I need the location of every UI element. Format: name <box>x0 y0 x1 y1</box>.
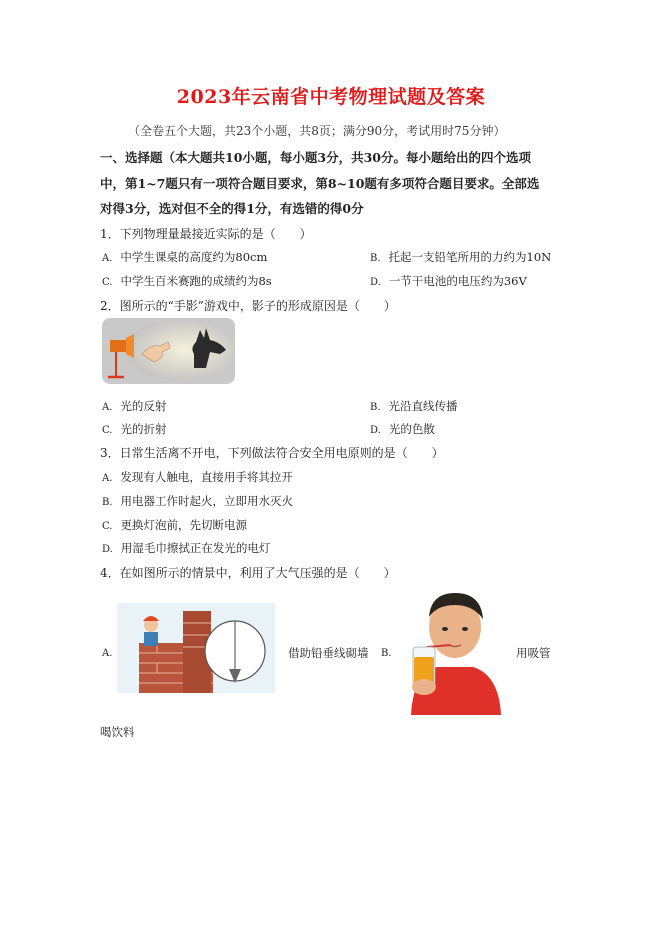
question-1-option-a: A. 中学生课桌的高度约为80cm <box>102 250 268 264</box>
question-1-option-c: C. 中学生百米赛跑的成绩约为8s <box>102 274 272 288</box>
section-heading-line-3: 对得3分，选对但不全的得1分，有选错的得0分 <box>100 201 364 216</box>
question-1-option-d: D. 一节干电池的电压约为36V <box>370 274 527 288</box>
question-3-option-c: C. 更换灯泡前，先切断电源 <box>102 518 247 532</box>
question-1-option-b: B. 托起一支铅笔所用的力约为10N <box>370 250 552 264</box>
question-2-option-d: D. 光的色散 <box>370 422 435 436</box>
question-4-option-a-text: 借助铅垂线砌墙 <box>288 646 369 660</box>
question-3-option-b: B. 用电器工作时起火，立即用水灭火 <box>102 494 294 508</box>
page-title: 2023年云南省中考物理试题及答案 <box>176 86 486 108</box>
question-3-option-a: A. 发现有人触电，直接用手将其拉开 <box>102 470 293 484</box>
question-1-stem: 1．下列物理量最接近实际的是（ ） <box>100 227 312 241</box>
question-2-stem: 2．图所示的“手影”游戏中，影子的形成原因是（ ） <box>100 299 396 313</box>
question-2-option-b: B. 光沿直线传播 <box>370 399 458 413</box>
question-4-stem: 4．在如图所示的情景中，利用了大气压强的是（ ） <box>100 566 396 580</box>
question-2-option-a: A. 光的反射 <box>102 399 167 413</box>
question-4-option-b-continuation: 喝饮料 <box>100 725 135 739</box>
question-4-option-b-text: 用吸管 <box>516 646 551 660</box>
hand-shadow-figure <box>102 318 235 384</box>
exam-info: （全卷五个大题，共23个小题，共8页；满分90分，考试用时75分钟） <box>128 124 506 138</box>
question-4-option-a-label: A. <box>102 648 113 659</box>
bricklayer-plumb-line-figure <box>117 603 275 693</box>
question-2-option-c: C. 光的折射 <box>102 422 167 436</box>
question-4-option-b-label: B. <box>381 648 392 659</box>
question-3-stem: 3．日常生活离不开电，下列做法符合安全用电原则的是（ ） <box>100 446 444 460</box>
section-heading-line-1: 一、选择题（本大题共10小题，每小题3分，共30分。每小题给出的四个选项 <box>100 150 531 165</box>
question-3-option-d: D. 用湿毛巾擦拭正在发光的电灯 <box>102 541 271 555</box>
boy-drinking-straw-figure <box>397 583 505 715</box>
section-heading-line-2: 中，第1~7题只有一项符合题目要求，第8~10题有多项符合题目要求。全部选 <box>100 176 540 191</box>
